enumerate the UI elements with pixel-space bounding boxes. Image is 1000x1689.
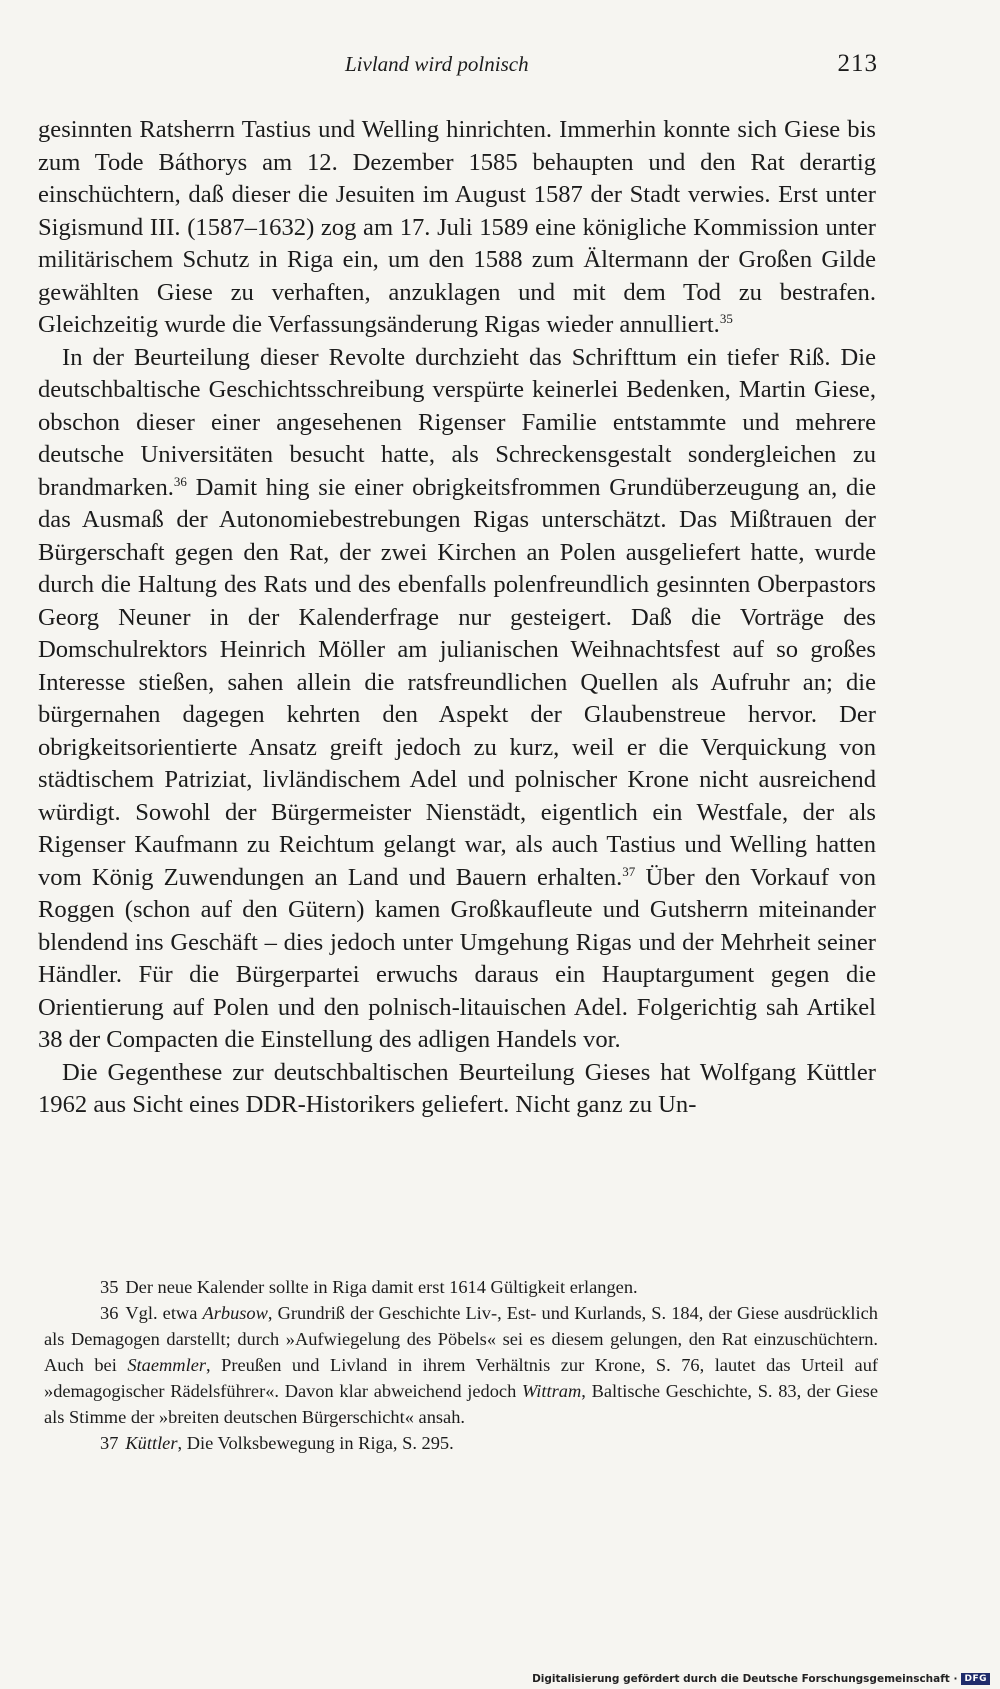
footnote-text: , Die Volksbewegung in Riga, S. 295. <box>177 1433 454 1453</box>
footnote-text: Vgl. etwa <box>125 1303 203 1323</box>
main-text <box>38 114 876 1122</box>
footnote-35 <box>44 1274 878 1300</box>
footnote-37 <box>44 1430 878 1456</box>
footnote-ref-36: 36 <box>173 473 187 489</box>
footnote-text: , Preußen und Livland in ihrem Verhältnis zur Krone, S. 76, lautet das Urteil auf »demagogischer Rädelsführer«. Davon klar abweichend jedoch <box>44 1355 879 1401</box>
paragraph-2-text-b: Damit hing sie einer obrigkeitsfrommen Grundüberzeugung an, die das Ausmaß der Autonomiebestrebungen Rigas unterschätzt. Das Mißtrauen der Bürgerschaft gegen den Rat, der zwei Kirchen an Polen ausgeliefert hatte, wurde durch die Haltung des Rats und des ebenfalls polenfreundlich gesinnten Oberpastors Georg Neuner in der Kalenderfrage nur gesteigert. Daß die Vorträge des Domschulrektors Heinrich Möller am julianischen Weihnachtsfest auf so großes Interesse stießen, sahen allein die ratsfreundlichen Quellen als Aufruhr an; die bürgernahen dagegen kehrten den Aspekt der Glaubenstreue hervor. Der obrigkeitsorientierte Ansatz greift jedoch zu kurz, weil er die Verquickung von städtischem Patriziat, livländischem Adel und polnischer Krone nicht ausreichend würdigt. Sowohl der Bürgermeister Nienstädt, eigentlich ein Westfale, der als Rigenser Kaufmann zu Reichtum gelangt war, als auch Tastius und Welling hatten vom König Zuwendungen an Land und Bauern erhalten. <box>38 473 876 891</box>
running-head-title: Livland wird polnisch <box>345 52 529 76</box>
footnote-number: 37 <box>100 1433 119 1453</box>
paragraph-1-text: gesinnten Ratsherrn Tastius und Welling hinrichten. Immerhin konnte sich Giese bis zum Tode Báthorys am 12. Dezember 1585 behaupten und den Rat derartig einschüchtern, daß dieser die Jesuiten im August 1587 der Stadt verwies. Erst unter Sigismund III. (1587–1632) zog am 17. Juli 1589 eine königliche Kommission unter militärischem Schutz in Riga ein, um den 1588 zum Ältermann der Großen Gilde gewählten Giese zu verhaften, anzuklagen und mit dem Tod zu bestrafen. Gleichzeitig wurde die Verfassungsänderung Rigas wieder annulliert. <box>38 116 876 338</box>
footnote-text: , Grundriß der Geschichte Liv-, Est- und Kurlands, S. 184, der Giese ausdrücklich als Demagogen darstellt; durch »Aufwiegelung des Pöbels« sei es diesem gelungen, den Rat einzuschüchtern. Auch bei <box>44 1303 878 1375</box>
footnote-author: Wittram <box>521 1381 582 1401</box>
running-head <box>40 50 878 78</box>
footnote-ref-37: 37 <box>622 863 636 879</box>
footnote-ref-35: 35 <box>719 311 733 326</box>
footnote-text: , Baltische Geschichte, S. 83, der Giese als Stimme der »breiten deutschen Bürgerschicht« ansah. <box>44 1381 878 1427</box>
paragraph-2-text-c: Über den Vorkauf von Roggen (schon auf den Gütern) kamen Großkaufleute und Gutsherrn miteinander blendend ins Geschäft – dies jedoch unter Umgehung Rigas und der Mehrheit seiner Händler. Für die Bürgerpartei erwuchs daraus ein Hauptargument gegen die Orientierung auf Polen und den polnisch-litauischen Adel. Folgerichtig sah Artikel 38 der Compacten die Einstellung des adligen Handels vor. <box>38 863 876 1053</box>
digitization-credit-text: Digitalisierung gefördert durch die Deutsche Forschungsgemeinschaft · <box>532 1673 958 1685</box>
paragraph-3-text: Die Gegenthese zur deutschbaltischen Beurteilung Gieses hat Wolfgang Küttler 1962 aus Sicht eines DDR-Historikers geliefert. Nicht ganz zu Un- <box>38 1058 876 1118</box>
footnote-author: Küttler <box>125 1433 178 1453</box>
footnote-text: Der neue Kalender sollte in Riga damit erst 1614 Gültigkeit erlangen. <box>125 1277 638 1297</box>
page-number: 213 <box>837 50 878 77</box>
digitization-credit <box>532 1673 990 1685</box>
footnote-number: 35 <box>100 1277 119 1297</box>
footnote-36 <box>44 1300 878 1430</box>
paragraph-1 <box>38 114 876 342</box>
footnotes <box>44 1274 878 1456</box>
footnote-number: 36 <box>100 1303 119 1323</box>
paragraph-2-text-a: In der Beurteilung dieser Revolte durchzieht das Schrifttum ein tiefer Riß. Die deutschbaltische Geschichtsschreibung verspürte keinerlei Bedenken, Martin Giese, obschon dieser einer angesehenen Rigenser Familie entstammte und mehrere deutsche Universitäten besucht hatte, als Schreckensgestalt sondergleichen zu brandmarken. <box>38 343 876 501</box>
paragraph-3 <box>38 1057 876 1122</box>
footnote-author: Staemmler <box>127 1355 207 1375</box>
footnote-author: Arbusow <box>202 1303 268 1323</box>
dfg-logo-icon: DFG <box>961 1673 990 1685</box>
paragraph-2 <box>38 342 876 1057</box>
